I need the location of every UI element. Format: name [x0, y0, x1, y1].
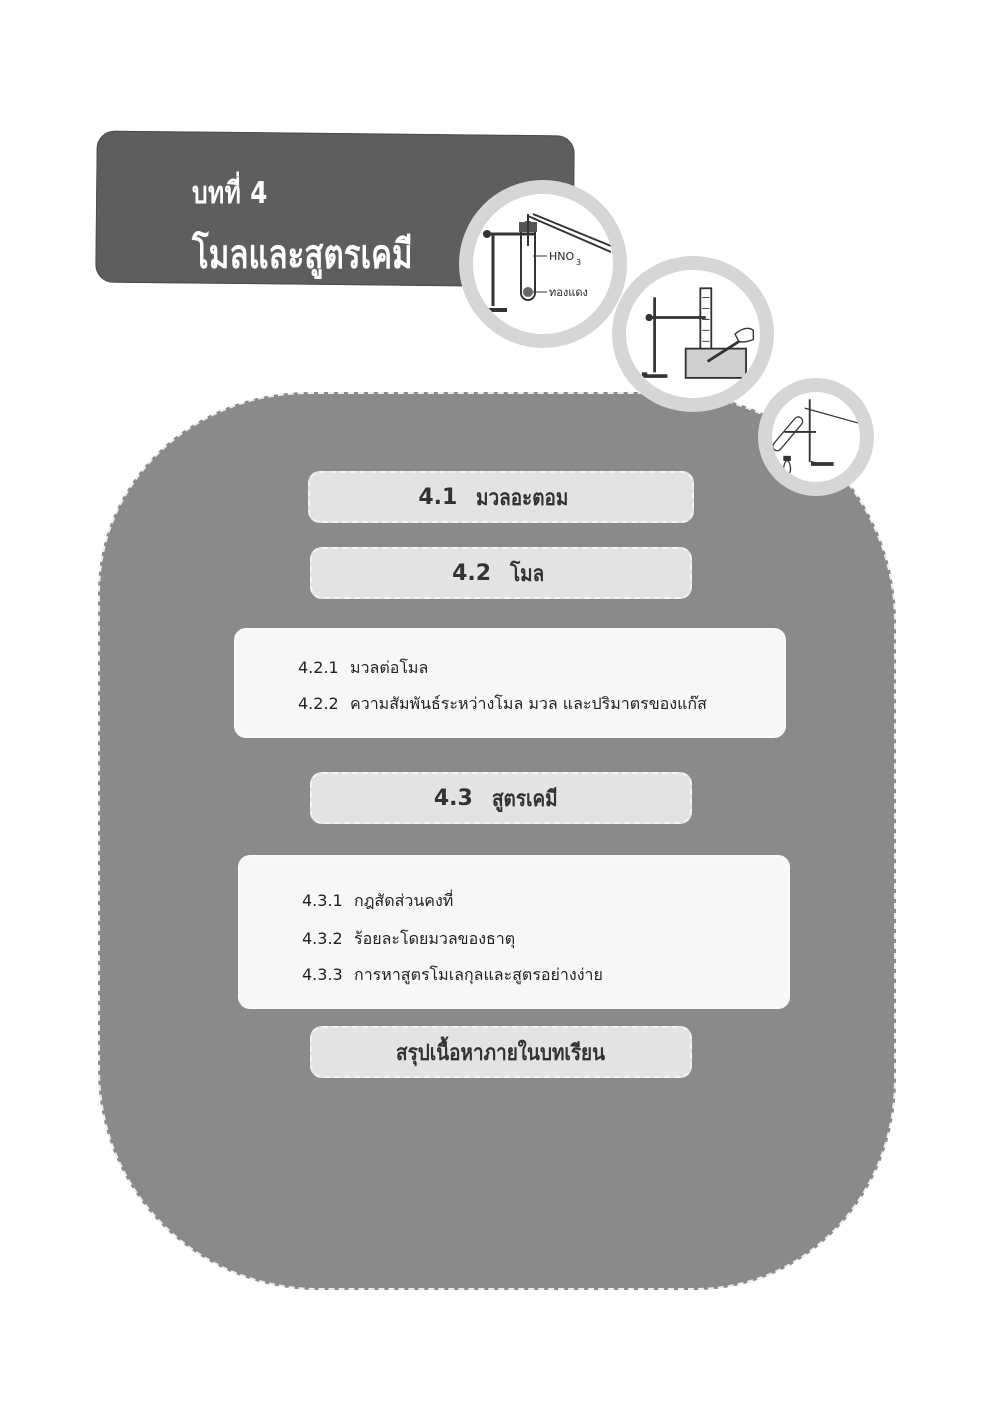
gas-collection-apparatus-icon	[626, 270, 760, 398]
subsection-4-3-1[interactable]	[302, 889, 453, 914]
subsection-number: 4.3.1	[302, 891, 343, 910]
hno3-label: HNO	[549, 250, 575, 263]
subsection-4-3-3[interactable]	[302, 963, 603, 988]
test-tube-apparatus-icon	[473, 194, 613, 334]
section-number: 4.3	[433, 785, 473, 811]
section-number: 4.2	[452, 560, 492, 586]
section-title: มวลอะตอม	[476, 485, 569, 511]
section-title: โมล	[510, 561, 545, 587]
hno3-subscript: 3	[576, 258, 582, 267]
section-4-3[interactable]	[310, 772, 692, 824]
heating-tube-apparatus-icon	[772, 392, 860, 482]
content-background	[98, 392, 896, 1290]
subsection-title: ร้อยละโดยมวลของธาตุ	[354, 929, 516, 948]
subsection-number: 4.3.3	[302, 965, 343, 984]
subsection-title: ความสัมพันธ์ระหว่างโมล มวล และปริมาตรของแก๊ส	[350, 694, 707, 713]
section-4-3-subsections	[238, 855, 790, 1009]
subsection-4-2-1[interactable]	[298, 656, 428, 681]
test-tube-illustration	[459, 180, 627, 348]
subsection-4-3-2[interactable]	[302, 927, 515, 952]
subsection-title: การหาสูตรโมเลกุลและสูตรอย่างง่าย	[354, 965, 603, 984]
heating-tube-illustration	[758, 378, 874, 496]
subsection-number: 4.3.2	[302, 929, 343, 948]
chapter-number: บทที่ 4	[192, 176, 268, 211]
section-title: สูตรเคมี	[491, 786, 558, 812]
gas-collection-illustration	[612, 256, 774, 412]
subsection-number: 4.2.2	[298, 694, 339, 713]
summary-section[interactable]	[310, 1026, 692, 1078]
summary-title: สรุปเนื้อหาภายในบทเรียน	[396, 1040, 606, 1066]
section-4-1[interactable]	[308, 471, 694, 523]
subsection-title: มวลต่อโมล	[350, 658, 429, 677]
subsection-4-2-2[interactable]	[298, 692, 707, 717]
chapter-title: โมลและสูตรเคมี	[192, 232, 413, 278]
section-number: 4.1	[418, 484, 458, 510]
copper-label: ทองแดง	[549, 286, 588, 299]
section-4-2[interactable]	[310, 547, 692, 599]
subsection-title: กฎสัดส่วนคงที่	[354, 891, 454, 910]
subsection-number: 4.2.1	[298, 658, 339, 677]
section-4-2-subsections	[234, 628, 786, 738]
